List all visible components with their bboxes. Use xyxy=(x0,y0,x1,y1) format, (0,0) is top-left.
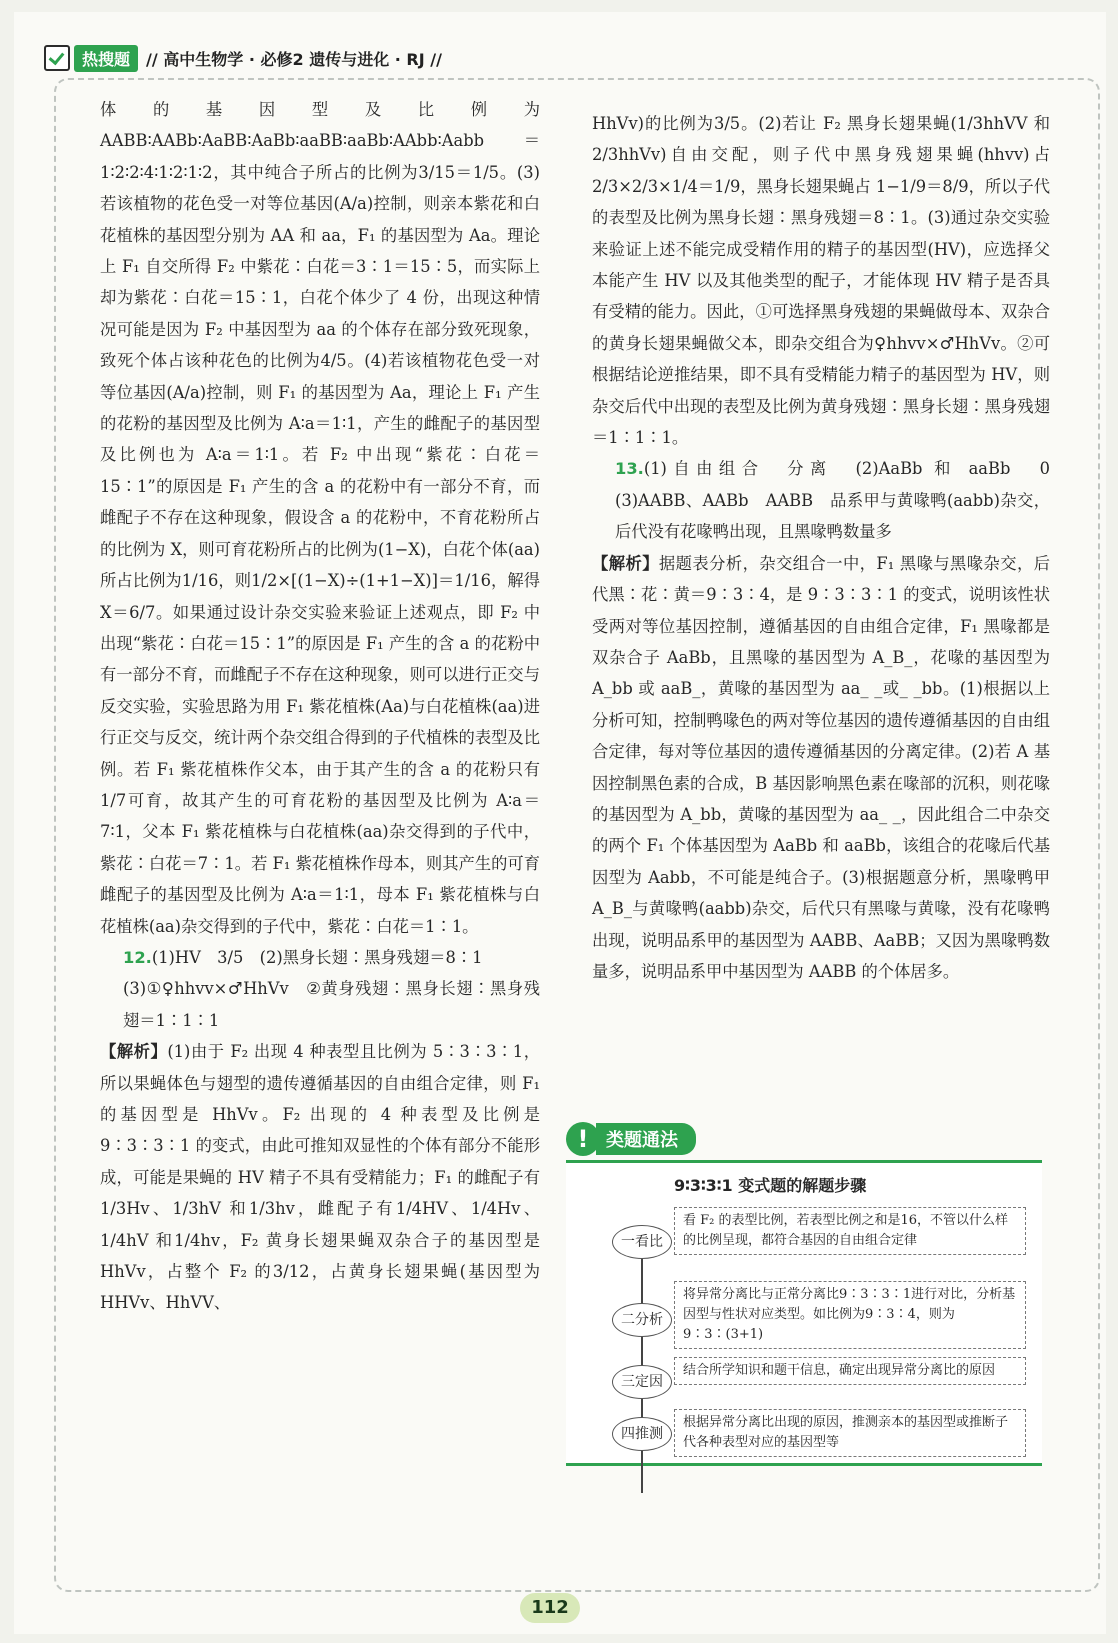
method-content xyxy=(566,1160,1042,1466)
q13-analysis-text: 据题表分析，杂交组合一中，F₁ 黑喙与黑喙杂交，后代黑∶花∶黄＝9∶3∶4，是 9∶3∶3∶1 的变式，说明该性状受两对等位基因控制，遵循基因的自由组合定律，F₁ 黑喙都是双杂合子 AaBb，且黑喙的基因型为 A_B_，花喙的基因型为 A_bb 或 aaB_，黄喙的基因型为 aa_ _或_ _bb。(1)根据以上分析可知，控制鸭喙色的两对等位基因的遗传遵循基因的自由组合定律，每对等位基因的遗传遵循基因的分离定律。(2)若 A 基因控制黑色素的合成，B 基因影响黑色素在喙部的沉积，则花喙的基因型为 A_bb，黄喙的基因型为 aa_ _，因此组合二中杂交的两个 F₁ 个体基因型为 AaBb 和 aaBb，该组合的花喙后代基因型为 Aabb，不可能是纯合子。(3)根据题意分析，黑喙鸭甲 A_B_与黄喙鸭(aabb)杂交，后代只有黑喙与黄喙，没有花喙鸭出现，说明品系甲的基因型为 AABB、AaBB；又因为黑喙鸭数量多，说明品系甲中基因型为 AABB 的个体居多。 xyxy=(592,553,1050,981)
q13-answer-line xyxy=(615,453,1067,547)
q13-number: 13. xyxy=(615,459,644,479)
exclamation-icon: ! xyxy=(566,1122,600,1156)
method-title: 类题通法 xyxy=(596,1123,696,1155)
q12-analysis-continued: HhVv)的比例为3/5。(2)若让 F₂ 黑身长翅果蝇(1/3hhVV 和2/3hhVv)自由交配，则子代中黑身残翅果蝇(hhvv)占2/3×2/3×1/4＝1/9，黑身长翅果蝇占 1−1/9＝8/9，所以子代的表型及比例为黑身长翅∶黑身残翅＝8∶1。(3)通过杂交实验来验证上述不能完成受精作用的精子的基因型(HV)，应选择父本能产生 HV 以及其他类型的配子，才能体现 HV 精子是否具有受精的能力。因此，①可选择黑身残翅的果蝇做母本、双杂合的黄身长翅果蝇做父本，即杂交组合为♀hhvv×♂HhVv。②可根据结论逆推结果，即不具有受精能力精子的基因型为 HV，则杂交后代中出现的表型及比例为黄身残翅∶黑身长翅∶黑身残翅＝1∶1∶1。 xyxy=(592,114,1050,448)
method-heading: 9∶3∶3∶1 变式题的解题步骤 xyxy=(674,1176,867,1195)
series-title: // 高中生物学 · 必修2 遗传与进化 · RJ // xyxy=(146,49,442,69)
step-4-desc: 根据异常分离比出现的原因，推测亲本的基因型或推断子代各种表型对应的基因型等 xyxy=(674,1409,1026,1457)
q13-analysis-tag: 【解析】 xyxy=(592,553,659,573)
q12-number: 12. xyxy=(123,947,152,967)
q13-answer: (1)自由组合 分离 (2)AaBb 和 aaBb 0 (3)AABB、AABb AABB 品系甲与黄喙鸭(aabb)杂交，后代没有花喙鸭出现，且黑喙鸭数量多 xyxy=(615,459,1067,542)
q11-analysis-continued: 体的基因型及比例为 AABB∶AABb∶AaBB∶AaBb∶aaBB∶aaBb∶AAbb∶Aabb＝1∶2∶2∶4∶1∶2∶1∶2，其中纯合子所占的比例为3/15＝1/5。(3)若该植物的花色受一对等位基因(A/a)控制，则亲本紫花和白花植株的基因型分别为 AA 和 aa，F₁ 的基因型为 Aa。理论上 F₁ 自交所得 F₂ 中紫花∶白花＝3∶1＝15∶5，而实际上却为紫花∶白花＝15∶1，白花个体少了 4 份，出现这种情况可能是因为 F₂ 中基因型为 aa 的个体存在部分致死现象，致死个体占该种花色的比例为4/5。(4)若该植物花色受一对等位基因(A/a)控制，则 F₁ 的基因型为 Aa，理论上 F₁ 产生的花粉的基因型及比例为 A∶a＝1∶1，产生的雌配子的基因型及比例也为 A∶a＝1∶1。若 F₂ 中出现“紫花∶白花＝15∶1”的原因是 F₁ 产生的含 a 的花粉中有一部分不育，而雌配子不存在这种现象，假设含 a 的花粉中，不育花粉所占的比例为 X，则可育花粉所占的比例为(1−X)，白花个体(aa)所占比例为1/16，则1/2×[(1−X)÷(1+1−X)]＝1/16，解得 X＝6/7。如果通过设计杂交实验来验证上述观点，即 F₂ 中出现“紫花∶白花＝15∶1”的原因是 F₁ 产生的含 a 的花粉中有一部分不育，而雌配子不存在这种现象，则可以进行正交与反交实验，实验思路为用 F₁ 紫花植株(Aa)与白花植株(aa)进行正交与反交，统计两个杂交组合得到的子代植株的表型及比例。若 F₁ 紫花植株作父本，由于其产生的含 a 的花粉只有1/7可育，故其产生的可育花粉的基因型及比例为 A∶a＝7∶1，父本 F₁ 紫花植株与白花植株(aa)杂交得到的子代中，紫花∶白花＝7∶1。若 F₁ 紫花植株作母本，则其产生的可育雌配子的基因型及比例为 A∶a＝1∶1，母本 F₁ 紫花植株与白花植株(aa)杂交得到的子代中，紫花∶白花＝1∶1。 xyxy=(100,100,540,936)
step-2-circle: 二分析 xyxy=(612,1303,672,1337)
method-box xyxy=(566,1122,1046,1467)
brand-label: 热搜题 xyxy=(74,45,138,72)
checkbox-logo-icon xyxy=(44,45,70,71)
left-column xyxy=(100,94,540,1319)
step-3-desc: 结合所学知识和题干信息，确定出现异常分离比的原因 xyxy=(674,1357,1026,1385)
step-2-desc: 将异常分离比与正常分离比9∶3∶3∶1进行对比，分析基因型与性状对应类型。如比例为9∶3∶4，则为9∶3∶(3+1) xyxy=(674,1281,1026,1349)
q12-answer-1: (1)HV 3/5 (2)黑身长翅∶黑身残翅＝8∶1 xyxy=(151,947,483,967)
q13-block xyxy=(592,453,1067,547)
page-footer xyxy=(0,1587,1118,1627)
q12-analysis-tag: 【解析】 xyxy=(100,1042,168,1062)
q12-block xyxy=(100,942,540,1036)
step-1-circle: 一看比 xyxy=(612,1225,672,1259)
page-header xyxy=(44,44,442,72)
method-title-bar xyxy=(566,1122,1046,1156)
q13-analysis xyxy=(592,548,1050,988)
step-1-desc: 看 F₂ 的表型比例，若表型比例之和是16，不管以什么样的比例呈现，都符合基因的自由组合定律 xyxy=(674,1207,1026,1255)
page-number: 112 xyxy=(520,1593,580,1623)
q12-answer-line-2: (3)①♀hhvv×♂HhVv ②黄身残翅∶黑身长翅∶黑身残翅＝1∶1∶1 xyxy=(123,979,540,1030)
right-column xyxy=(592,108,1067,987)
step-4-circle: 四推测 xyxy=(612,1417,672,1451)
q12-analysis-text: (1)由于 F₂ 出现 4 种表型且比例为 5∶3∶3∶1，所以果蝇体色与翅型的遗传遵循基因的自由组合定律，则 F₁ 的基因型是 HhVv。F₂ 出现的 4 种表型及比例是 9∶3∶3∶1 的变式，由此可推知双显性的个体有部分不能形成，可能是果蝇的 HV 精子不具有受精能力；F₁ 的雌配子有1/3Hv、1/3hV 和1/3hv，雌配子有1/4HV、1/4Hv、1/4hV 和1/4hv，F₂ 黄身长翅果蝇双杂合子的基因型是 HhVv，占整个 F₂ 的3/12，占黄身长翅果蝇(基因型为 HHVv、HhVV、 xyxy=(100,1042,540,1313)
q12-answer-line-1 xyxy=(123,942,540,973)
q12-analysis xyxy=(100,1036,540,1319)
step-3-circle: 三定因 xyxy=(612,1365,672,1399)
